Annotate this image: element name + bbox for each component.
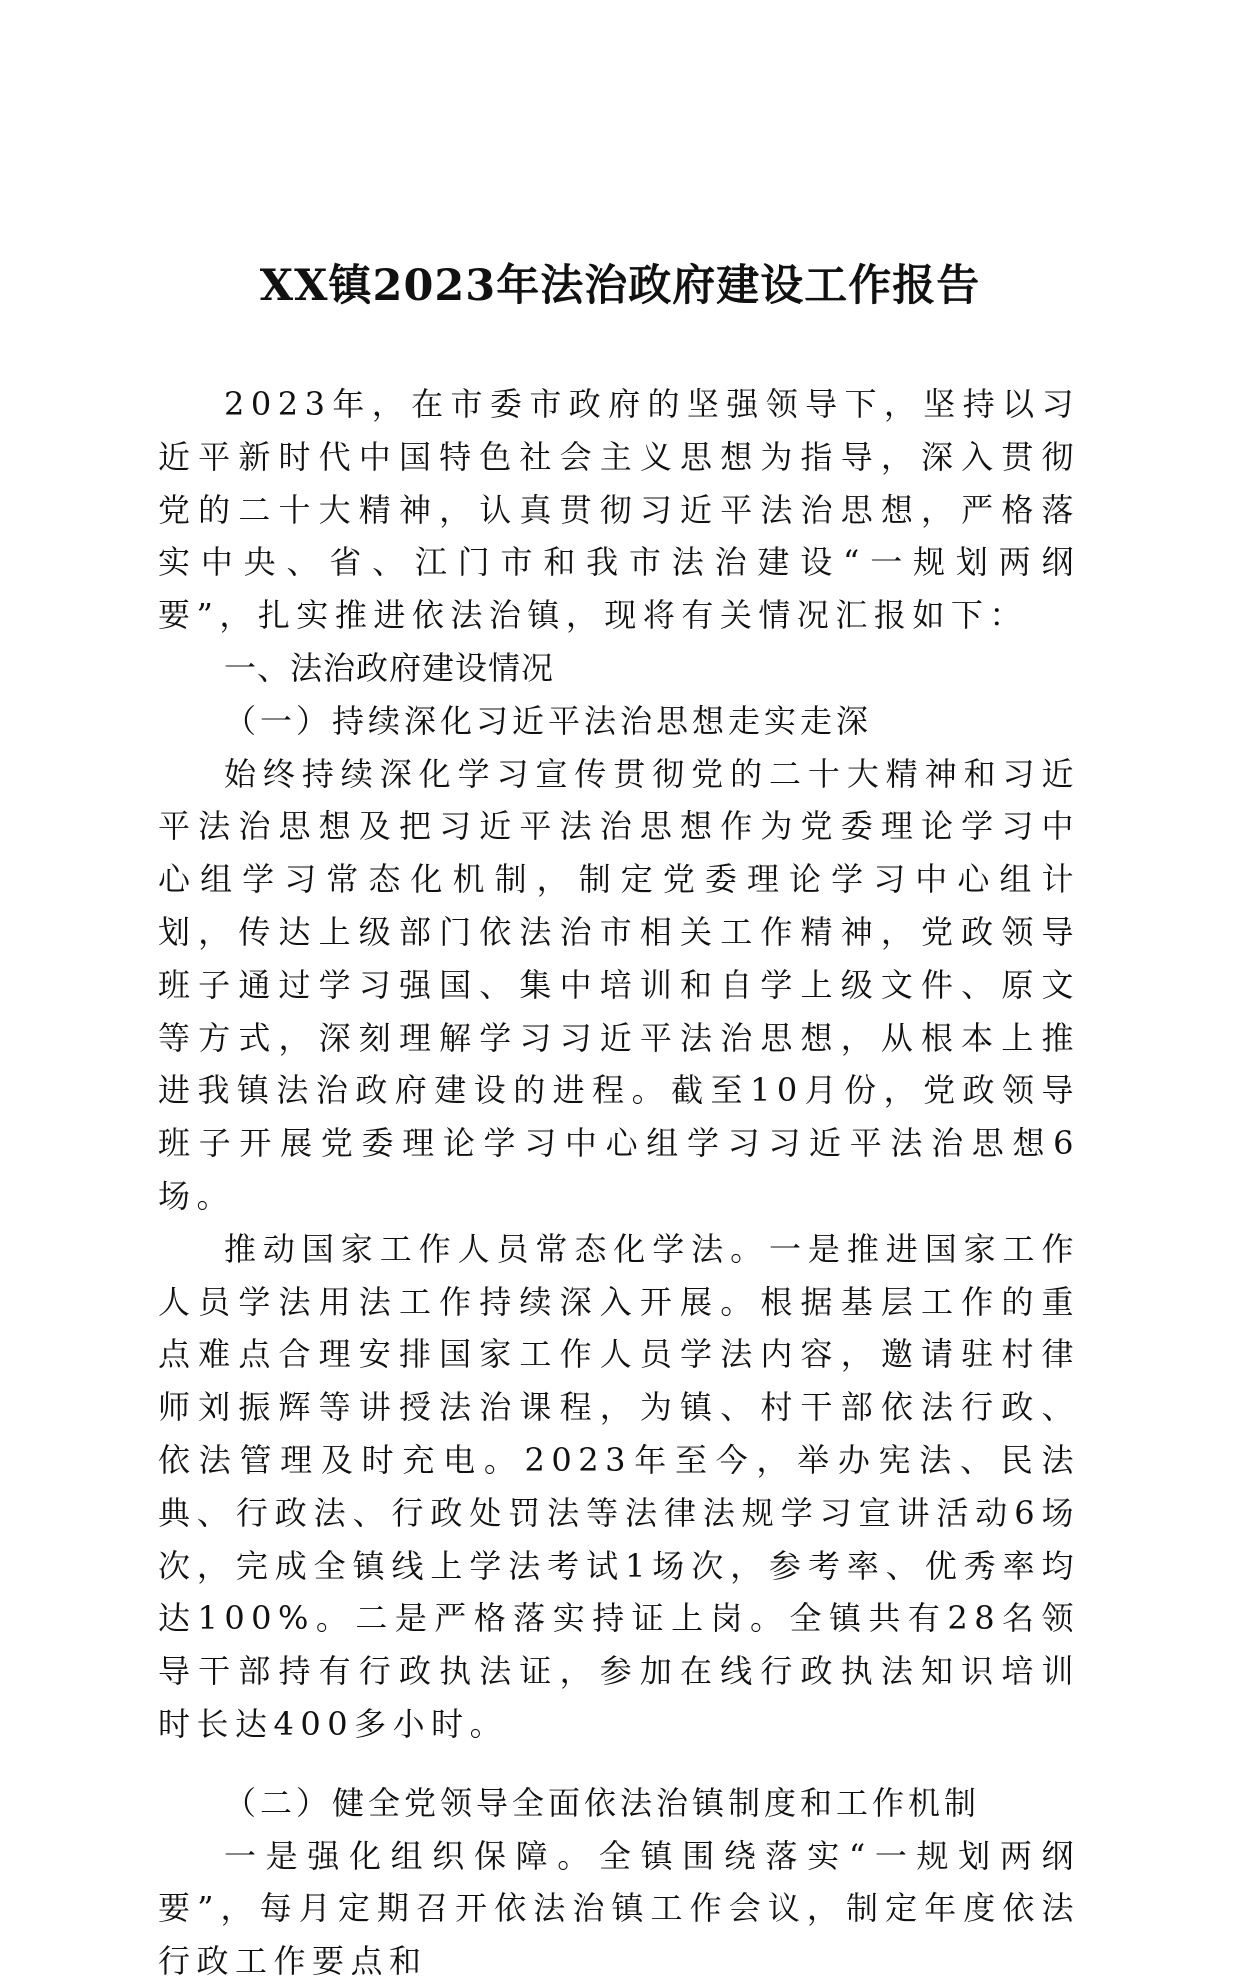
subsection-1-heading: （一）持续深化习近平法治思想走实走深 [224, 701, 873, 740]
intro-paragraph: 2023年，在市委市政府的坚强领导下，坚持以习近平新时代中国特色社会主义思想为指导，深入贯彻党的二十大精神，认真贯彻习近平法治思想，严格落实中央、省、江门市和我市法治建设“一规划两纲要”，扎实推进依法治镇，现将有关情况汇报如下： [158, 385, 1080, 635]
subsection-2-paragraph-1: 一是强化组织保障。全镇围绕落实“一规划两纲要”，每月定期召开依法治镇工作会议，制定年度依法行政工作要点和 [158, 1836, 1080, 1981]
document-body [158, 378, 1080, 1988]
section-1-heading: 一、法治政府建设情况 [224, 648, 555, 687]
subsection-2-heading: （二）健全党领导全面依法治镇制度和工作机制 [224, 1783, 981, 1822]
subsection-1-paragraph-1: 始终持续深化学习宣传贯彻党的二十大精神和习近平法治思想及把习近平法治思想作为党委理论学习中心组学习常态化机制，制定党委理论学习中心组计划，传达上级部门依法治市相关工作精神，党政领导班子通过学习强国、集中培训和自学上级文件、原文等方式，深刻理解学习习近平法治思想，从根本上推进我镇法治政府建设的进程。截至10月份，党政领导班子开展党委理论学习中心组学习习近平法治思想6场。 [158, 754, 1080, 1215]
subsection-1-paragraph-2: 推动国家工作人员常态化学法。一是推进国家工作人员学法用法工作持续深入开展。根据基层工作的重点难点合理安排国家工作人员学法内容，邀请驻村律师刘振辉等讲授法治课程，为镇、村干部依法行政、依法管理及时充电。2023年至今，举办宪法、民法典、行政法、行政处罚法等法律法规学习宣讲活动6场次，完成全镇线上学法考试1场次，参考率、优秀率均达100%。二是严格落实持证上岗。全镇共有28名领导干部持有行政执法证，参加在线行政执法知识培训时长达400多小时。 [158, 1229, 1080, 1743]
document-title: XX镇2023年法治政府建设工作报告 [259, 261, 981, 311]
paragraph-gap [158, 1751, 1080, 1777]
